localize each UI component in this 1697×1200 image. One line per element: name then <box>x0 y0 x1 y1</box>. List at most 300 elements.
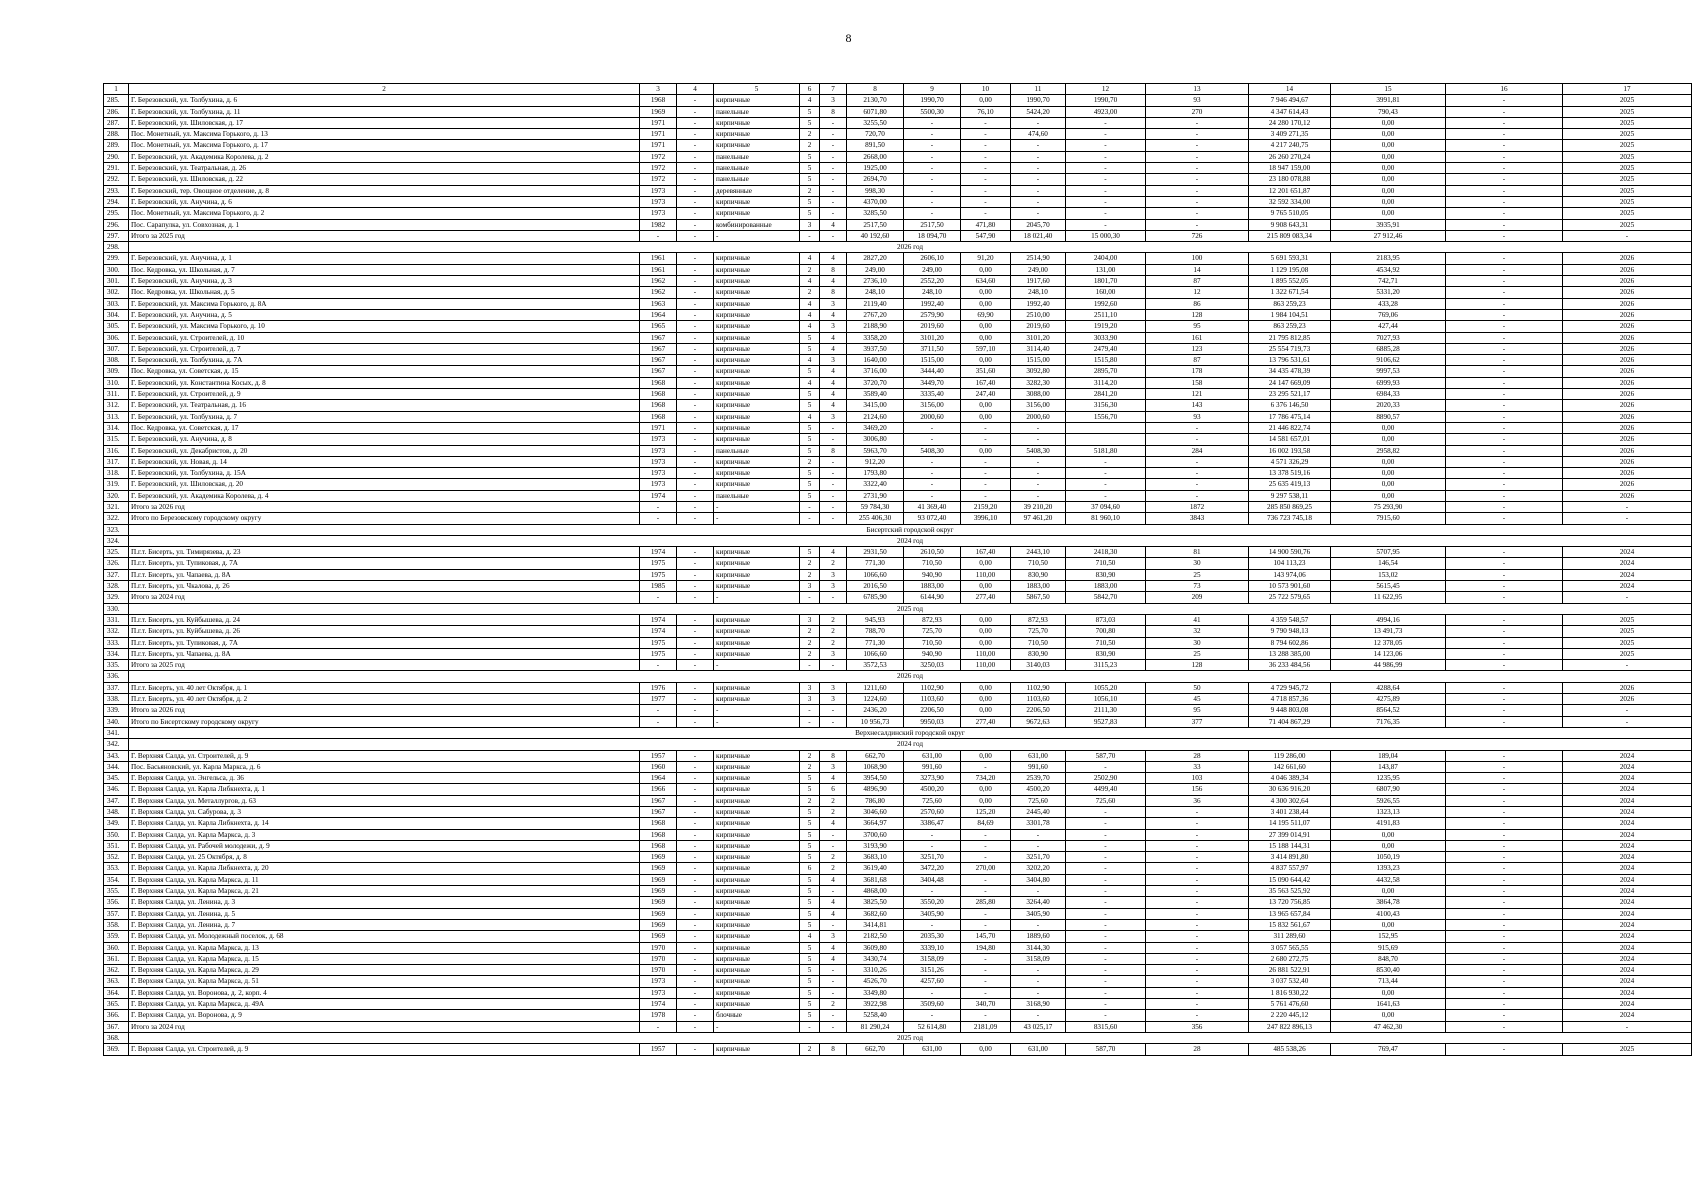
cell-cost: 1 816 930,22 <box>1249 987 1331 998</box>
cell-cost-per-sqm: 0,00 <box>1331 490 1446 501</box>
cell-residents: - <box>1146 479 1249 490</box>
cell-living-area: 3386,47 <box>904 818 961 829</box>
cell-area-12: 2479,40 <box>1066 343 1146 354</box>
cell-wall-material: кирпичные <box>714 761 800 772</box>
cell-year-built: 1961 <box>640 264 677 275</box>
cell-non-living-area: - <box>961 163 1011 174</box>
cell-residents: - <box>1146 163 1249 174</box>
cell-address: Г. Березовский, ул. Анучина, д. 1 <box>129 253 640 264</box>
cell-entrances: - <box>820 886 847 897</box>
cell-residents: - <box>1146 456 1249 467</box>
table-row <box>104 581 1692 592</box>
cell-total-area: 3716,00 <box>847 366 904 377</box>
table-row <box>104 513 1692 524</box>
cell-planned-year: 2025 <box>1563 219 1692 230</box>
cell-cost: 23 295 521,17 <box>1249 389 1331 400</box>
cell-cost-per-sqm: 1641,63 <box>1331 999 1446 1010</box>
cell-entrances: 2 <box>820 807 847 818</box>
cell-planned-year: 2024 <box>1563 547 1692 558</box>
cell-floors: 5 <box>800 196 820 207</box>
cell-address: П.г.т. Бисерть, ул. 40 лет Октября, д. 1 <box>129 682 640 693</box>
cell-cost-per-sqm: 4100,43 <box>1331 908 1446 919</box>
cell-cost-per-sqm: 2183,95 <box>1331 253 1446 264</box>
cell-cost: 13 378 519,16 <box>1249 468 1331 479</box>
cell-year-reconstruction: - <box>677 761 714 772</box>
cell-cost: 2 220 445,12 <box>1249 1010 1331 1021</box>
cell-col-16: - <box>1446 129 1563 140</box>
cell-wall-material: кирпичные <box>714 264 800 275</box>
cell-entrances: 4 <box>820 366 847 377</box>
cell-year-built: 1973 <box>640 976 677 987</box>
cell-address: П.г.т. Бисерть, ул. Куйбышева, д. 26 <box>129 626 640 637</box>
cell-year-built: 1972 <box>640 163 677 174</box>
cell-living-area: 41 369,40 <box>904 501 961 512</box>
cell-living-area: 1992,40 <box>904 298 961 309</box>
cell-residents: - <box>1146 886 1249 897</box>
cell-entrances: 2 <box>820 852 847 863</box>
cell-entrances: - <box>820 976 847 987</box>
cell-year-built: 1969 <box>640 886 677 897</box>
cell-private-area: 3092,80 <box>1011 366 1066 377</box>
cell-cost: 23 180 078,88 <box>1249 174 1331 185</box>
cell-private-area: 2539,70 <box>1011 773 1066 784</box>
cell-non-living-area: 2181,09 <box>961 1021 1011 1032</box>
cell-floors: 4 <box>800 95 820 106</box>
cell-row-number: 320. <box>104 490 129 501</box>
cell-area-12 <box>1066 422 1146 433</box>
cell-non-living-area: 2159,20 <box>961 501 1011 512</box>
cell-row-number: 306. <box>104 332 129 343</box>
row-number: 323. <box>104 524 129 535</box>
cell-floors: 3 <box>800 682 820 693</box>
cell-entrances: 2 <box>820 614 847 625</box>
cell-cost: 4 729 945,72 <box>1249 682 1331 693</box>
cell-cost-per-sqm: 189,04 <box>1331 750 1446 761</box>
cell-non-living-area: - <box>961 140 1011 151</box>
cell-year-built: 1969 <box>640 874 677 885</box>
cell-year-built: 1975 <box>640 569 677 580</box>
cell-total-area: 3954,50 <box>847 773 904 784</box>
cell-non-living-area: 277,40 <box>961 592 1011 603</box>
cell-entrances: - <box>820 230 847 241</box>
cell-floors: 2 <box>800 558 820 569</box>
cell-year-built: 1968 <box>640 411 677 422</box>
cell-address: Г. Верхняя Салда, ул. Карла Маркса, д. 29 <box>129 965 640 976</box>
cell-wall-material: кирпичные <box>714 309 800 320</box>
cell-cost-per-sqm: 6807,90 <box>1331 784 1446 795</box>
cell-private-area: - <box>1011 490 1066 501</box>
cell-entrances: - <box>820 1010 847 1021</box>
cell-private-area: 1990,70 <box>1011 95 1066 106</box>
cell-area-12: 700,80 <box>1066 626 1146 637</box>
cell-non-living-area: - <box>961 1010 1011 1021</box>
cell-private-area: - <box>1011 840 1066 851</box>
cell-private-area: 3405,90 <box>1011 908 1066 919</box>
cell-residents: 28 <box>1146 750 1249 761</box>
cell-private-area: - <box>1011 185 1066 196</box>
cell-non-living-area: 0,00 <box>961 694 1011 705</box>
cell-cost-per-sqm: 0,00 <box>1331 140 1446 151</box>
cell-col-16: - <box>1446 886 1563 897</box>
cell-year-built: 1969 <box>640 106 677 117</box>
cell-cost-per-sqm: 0,00 <box>1331 129 1446 140</box>
cell-total-area: 3572,53 <box>847 660 904 671</box>
cell-year-built: 1973 <box>640 479 677 490</box>
cell-living-area: 3335,40 <box>904 389 961 400</box>
cell-total-area: 2736,10 <box>847 276 904 287</box>
cell-planned-year: 2025 <box>1563 140 1692 151</box>
cell-non-living-area: 0,00 <box>961 626 1011 637</box>
cell-address: Г. Березовский, ул. Анучина, д. 8 <box>129 434 640 445</box>
cell-area-12: - <box>1066 999 1146 1010</box>
cell-area-12: - <box>1066 829 1146 840</box>
cell-address: П.г.т. Бисерть, ул. Чкалова, д. 26 <box>129 581 640 592</box>
cell-address: Г. Верхняя Салда, ул. Карла Маркса, д. 21 <box>129 886 640 897</box>
section-title: 2026 год <box>129 671 1692 682</box>
cell-total-area: 249,00 <box>847 264 904 275</box>
cell-private-area: - <box>1011 456 1066 467</box>
cell-living-area: 725,60 <box>904 795 961 806</box>
cell-cost-per-sqm: 47 462,30 <box>1331 1021 1446 1032</box>
cell-living-area: 2206,50 <box>904 705 961 716</box>
cell-non-living-area: - <box>961 919 1011 930</box>
cell-planned-year: 2025 <box>1563 626 1692 637</box>
table-row <box>104 818 1692 829</box>
page-number: 8 <box>845 31 852 45</box>
cell-cost: 863 259,23 <box>1249 321 1331 332</box>
cell-area-12 <box>1066 434 1146 445</box>
cell-cost-per-sqm: 4994,16 <box>1331 614 1446 625</box>
table-row <box>104 976 1692 987</box>
cell-total-area: 4370,00 <box>847 196 904 207</box>
cell-living-area: - <box>904 422 961 433</box>
cell-private-area: 2445,40 <box>1011 807 1066 818</box>
cell-residents: - <box>1146 942 1249 953</box>
cell-year-reconstruction: - <box>677 750 714 761</box>
cell-total-area: 3589,40 <box>847 389 904 400</box>
cell-private-area: - <box>1011 422 1066 433</box>
cell-floors: 5 <box>800 874 820 885</box>
cell-entrances: 4 <box>820 547 847 558</box>
cell-residents: 33 <box>1146 761 1249 772</box>
cell-entrances: - <box>820 965 847 976</box>
cell-col-16: - <box>1446 807 1563 818</box>
cell-year-reconstruction: - <box>677 366 714 377</box>
cell-row-number: 339. <box>104 705 129 716</box>
section-row <box>104 739 1692 750</box>
table-row <box>104 614 1692 625</box>
table-row <box>104 1010 1692 1021</box>
cell-total-area: 6071,80 <box>847 106 904 117</box>
cell-year-reconstruction: - <box>677 953 714 964</box>
cell-area-12: 2841,20 <box>1066 389 1146 400</box>
cell-address: Итого за 2025 год <box>129 230 640 241</box>
table-row <box>104 795 1692 806</box>
cell-address: Пос. Кедровка, ул. Советская, д. 17 <box>129 422 640 433</box>
cell-private-area: 991,60 <box>1011 761 1066 772</box>
cell-address: П.г.т. Бисерть, ул. Куйбышева, д. 24 <box>129 614 640 625</box>
cell-non-living-area: - <box>961 761 1011 772</box>
cell-residents: - <box>1146 908 1249 919</box>
section-title: 2024 год <box>129 535 1692 546</box>
cell-area-12: - <box>1066 196 1146 207</box>
cell-living-area: 2035,30 <box>904 931 961 942</box>
cell-area-12: - <box>1066 163 1146 174</box>
cell-total-area: 3682,60 <box>847 908 904 919</box>
cell-floors: 5 <box>800 174 820 185</box>
cell-floors: 5 <box>800 400 820 411</box>
table-row <box>104 558 1692 569</box>
cell-private-area: 3168,90 <box>1011 999 1066 1010</box>
cell-planned-year: 2024 <box>1563 942 1692 953</box>
cell-cost-per-sqm: 0,00 <box>1331 174 1446 185</box>
cell-floors: 2 <box>800 637 820 648</box>
cell-col-16: - <box>1446 953 1563 964</box>
cell-col-16: - <box>1446 1044 1563 1055</box>
cell-row-number: 358. <box>104 919 129 930</box>
cell-address: Г. Верхняя Салда, ул. Карла Маркса, д. 15 <box>129 953 640 964</box>
cell-wall-material: кирпичные <box>714 818 800 829</box>
cell-year-reconstruction: - <box>677 592 714 603</box>
cell-col-16: - <box>1446 106 1563 117</box>
cell-private-area: 2000,60 <box>1011 411 1066 422</box>
cell-area-12: 2511,10 <box>1066 309 1146 320</box>
cell-cost-per-sqm: 433,28 <box>1331 298 1446 309</box>
cell-total-area: 662,70 <box>847 1044 904 1055</box>
cell-residents: 87 <box>1146 276 1249 287</box>
cell-entrances: - <box>820 592 847 603</box>
cell-cost-per-sqm: 0,00 <box>1331 434 1446 445</box>
cell-wall-material: - <box>714 592 800 603</box>
cell-wall-material: кирпичные <box>714 287 800 298</box>
cell-area-12: 1556,70 <box>1066 411 1146 422</box>
cell-address: П.г.т. Бисерть, ул. Тупиковая, д. 7А <box>129 637 640 648</box>
cell-year-reconstruction: - <box>677 716 714 727</box>
cell-planned-year: 2026 <box>1563 479 1692 490</box>
cell-entrances: - <box>820 163 847 174</box>
table-row <box>104 456 1692 467</box>
cell-year-reconstruction: - <box>677 999 714 1010</box>
cell-area-12: 1919,20 <box>1066 321 1146 332</box>
cell-private-area: 3264,40 <box>1011 897 1066 908</box>
table-row <box>104 208 1692 219</box>
cell-planned-year: 2026 <box>1563 343 1692 354</box>
cell-total-area: 1640,00 <box>847 355 904 366</box>
cell-year-reconstruction: - <box>677 196 714 207</box>
cell-floors: 2 <box>800 140 820 151</box>
cell-row-number: 292. <box>104 174 129 185</box>
cell-floors: - <box>800 230 820 241</box>
cell-address: Г. Верхняя Салда, ул. Воронова, д. 9 <box>129 1010 640 1021</box>
cell-cost: 9 908 643,31 <box>1249 219 1331 230</box>
table-row <box>104 919 1692 930</box>
cell-planned-year: 2025 <box>1563 614 1692 625</box>
cell-cost: 1 322 671,54 <box>1249 287 1331 298</box>
section-title: 2025 год <box>129 603 1692 614</box>
cell-area-12: - <box>1066 129 1146 140</box>
cell-area-12: - <box>1066 874 1146 885</box>
cell-cost: 4 359 548,57 <box>1249 614 1331 625</box>
cell-row-number: 334. <box>104 648 129 659</box>
cell-floors: 5 <box>800 999 820 1010</box>
table-row <box>104 942 1692 953</box>
cell-entrances: - <box>820 829 847 840</box>
cell-non-living-area: - <box>961 490 1011 501</box>
cell-cost-per-sqm: 0,00 <box>1331 1010 1446 1021</box>
cell-area-12: 2111,30 <box>1066 705 1146 716</box>
cell-address: Г. Березовский, ул. Константина Косых, д. 8 <box>129 377 640 388</box>
cell-col-16: - <box>1446 490 1563 501</box>
table-row <box>104 773 1692 784</box>
cell-living-area: 2570,60 <box>904 807 961 818</box>
cell-year-reconstruction: - <box>677 682 714 693</box>
cell-year-built: 1961 <box>640 253 677 264</box>
cell-private-area: 725,70 <box>1011 626 1066 637</box>
cell-floors: 2 <box>800 287 820 298</box>
cell-area-12: - <box>1066 987 1146 998</box>
cell-row-number: 299. <box>104 253 129 264</box>
cell-year-reconstruction: - <box>677 185 714 196</box>
cell-cost: 26 881 522,91 <box>1249 965 1331 976</box>
cell-private-area: 4500,20 <box>1011 784 1066 795</box>
cell-address: Г. Березовский, ул. Толбухина, д. 15А <box>129 468 640 479</box>
cell-cost: 30 636 916,20 <box>1249 784 1331 795</box>
cell-area-12: - <box>1066 490 1146 501</box>
cell-planned-year: 2024 <box>1563 569 1692 580</box>
cell-cost: 15 832 561,67 <box>1249 919 1331 930</box>
cell-wall-material: кирпичные <box>714 829 800 840</box>
cell-private-area: 2045,70 <box>1011 219 1066 230</box>
cell-non-living-area: 194,80 <box>961 942 1011 953</box>
cell-wall-material: кирпичные <box>714 468 800 479</box>
cell-address: Г. Верхняя Салда, ул. Воронова, д. 2, корп. 4 <box>129 987 640 998</box>
cell-non-living-area: - <box>961 151 1011 162</box>
cell-non-living-area: 110,00 <box>961 648 1011 659</box>
cell-area-12: - <box>1066 174 1146 185</box>
cell-entrances: - <box>820 919 847 930</box>
cell-year-built: 1969 <box>640 863 677 874</box>
cell-cost-per-sqm: 0,00 <box>1331 196 1446 207</box>
cell-entrances: - <box>820 129 847 140</box>
cell-cost-per-sqm: 3935,91 <box>1331 219 1446 230</box>
cell-planned-year: 2026 <box>1563 490 1692 501</box>
section-row <box>104 727 1692 738</box>
cell-col-16: - <box>1446 976 1563 987</box>
cell-cost-per-sqm: 6984,33 <box>1331 389 1446 400</box>
cell-wall-material: - <box>714 705 800 716</box>
cell-total-area: 3414,81 <box>847 919 904 930</box>
table-row <box>104 750 1692 761</box>
cell-cost-per-sqm: 0,00 <box>1331 919 1446 930</box>
table-row <box>104 852 1692 863</box>
cell-wall-material: - <box>714 716 800 727</box>
cell-living-area: 1103,60 <box>904 694 961 705</box>
cell-floors: 5 <box>800 908 820 919</box>
table-row <box>104 897 1692 908</box>
cell-private-area: - <box>1011 174 1066 185</box>
cell-private-area: 1889,60 <box>1011 931 1066 942</box>
table-row <box>104 807 1692 818</box>
cell-total-area: 3255,50 <box>847 117 904 128</box>
cell-entrances: - <box>820 479 847 490</box>
cell-year-reconstruction: - <box>677 886 714 897</box>
cell-private-area: 3301,78 <box>1011 818 1066 829</box>
cell-year-reconstruction: - <box>677 355 714 366</box>
cell-cost-per-sqm: 146,54 <box>1331 558 1446 569</box>
cell-residents: - <box>1146 208 1249 219</box>
table-row <box>104 468 1692 479</box>
cell-col-16: - <box>1446 999 1563 1010</box>
table-row <box>104 298 1692 309</box>
cell-address: Г. Верхняя Салда, ул. Ленина, д. 3 <box>129 897 640 908</box>
cell-cost: 16 002 193,58 <box>1249 445 1331 456</box>
cell-floors: 5 <box>800 818 820 829</box>
cell-total-area: 4526,70 <box>847 976 904 987</box>
cell-col-16: - <box>1446 434 1563 445</box>
cell-row-number: 302. <box>104 287 129 298</box>
cell-col-16: - <box>1446 309 1563 320</box>
cell-wall-material: кирпичные <box>714 965 800 976</box>
cell-cost: 142 661,60 <box>1249 761 1331 772</box>
cell-col-16: - <box>1446 501 1563 512</box>
cell-residents: 143 <box>1146 400 1249 411</box>
cell-year-reconstruction: - <box>677 908 714 919</box>
cell-address: Г. Березовский, ул. Максима Горького, д. 8А <box>129 298 640 309</box>
cell-living-area: 940,90 <box>904 648 961 659</box>
cell-total-area: 10 956,73 <box>847 716 904 727</box>
table-row <box>104 953 1692 964</box>
cell-total-area: 4868,00 <box>847 886 904 897</box>
cell-row-number: 356. <box>104 897 129 908</box>
row-number: 342. <box>104 739 129 750</box>
cell-entrances: 2 <box>820 558 847 569</box>
cell-private-area: 3101,20 <box>1011 332 1066 343</box>
cell-year-built: 1957 <box>640 750 677 761</box>
cell-year-reconstruction: - <box>677 389 714 400</box>
table-row <box>104 117 1692 128</box>
cell-private-area: 1515,00 <box>1011 355 1066 366</box>
table-row <box>104 626 1692 637</box>
cell-cost-per-sqm: 6999,93 <box>1331 377 1446 388</box>
cell-living-area: 3404,48 <box>904 874 961 885</box>
cell-year-reconstruction: - <box>677 434 714 445</box>
cell-non-living-area: 277,40 <box>961 716 1011 727</box>
cell-address: Г. Березовский, ул. Строителей, д. 9 <box>129 389 640 400</box>
cell-private-area: 3156,00 <box>1011 400 1066 411</box>
cell-living-area: 2552,20 <box>904 276 961 287</box>
cell-year-built: 1967 <box>640 355 677 366</box>
cell-year-reconstruction: - <box>677 569 714 580</box>
cell-cost: 14 581 657,01 <box>1249 434 1331 445</box>
cell-row-number: 316. <box>104 445 129 456</box>
cell-total-area: 2436,20 <box>847 705 904 716</box>
cell-cost-per-sqm: 75 293,90 <box>1331 501 1446 512</box>
cell-non-living-area: 340,70 <box>961 999 1011 1010</box>
cell-cost: 9 790 948,13 <box>1249 626 1331 637</box>
cell-wall-material: - <box>714 1021 800 1032</box>
cell-private-area: 2206,50 <box>1011 705 1066 716</box>
cell-cost: 25 554 719,73 <box>1249 343 1331 354</box>
cell-cost: 14 900 590,76 <box>1249 547 1331 558</box>
cell-col-16: - <box>1446 196 1563 207</box>
header-cell-living-area: 9 <box>904 84 961 95</box>
cell-col-16: - <box>1446 389 1563 400</box>
cell-non-living-area: 110,00 <box>961 660 1011 671</box>
cell-planned-year: - <box>1563 230 1692 241</box>
cell-planned-year: 2024 <box>1563 886 1692 897</box>
cell-living-area: 2579,90 <box>904 309 961 320</box>
cell-living-area: 6144,90 <box>904 592 961 603</box>
